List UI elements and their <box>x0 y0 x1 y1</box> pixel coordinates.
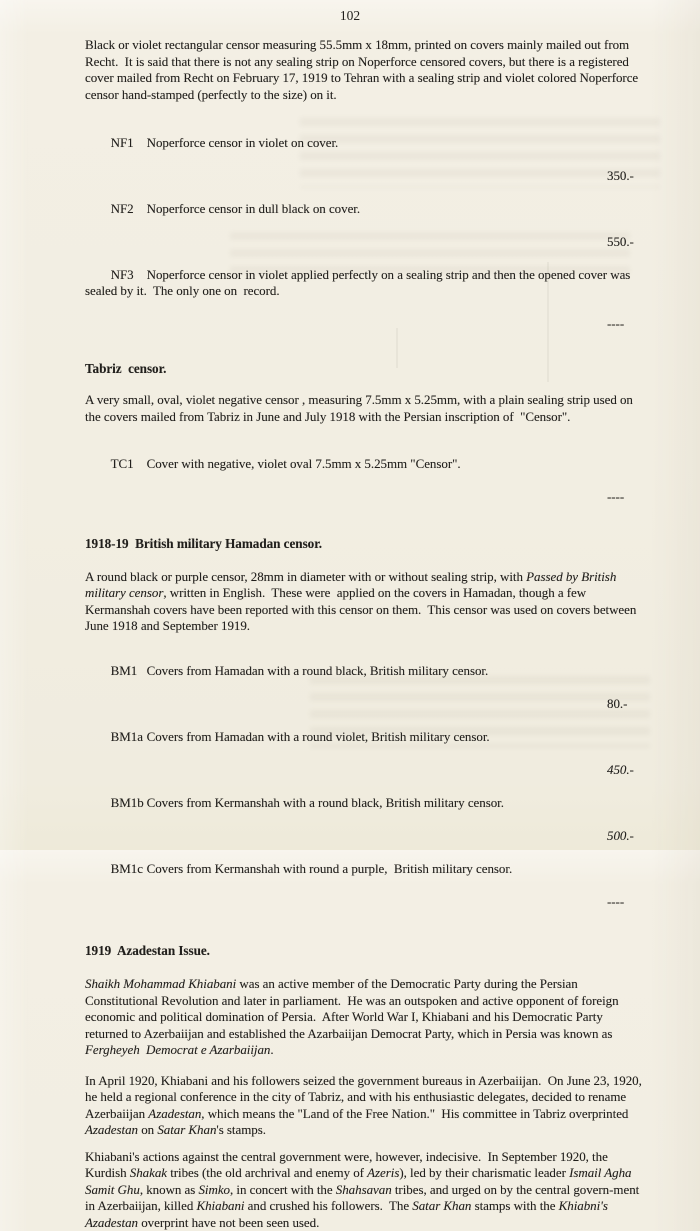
catalog-price: ---- <box>607 894 624 911</box>
catalog-price: ---- <box>607 316 624 333</box>
azadestan-paragraph-1: Shaikh Mohammad Khiabani was an active member of the Democratic Party during the Persian Constitutional Revolution and later in parliament. He was an outspoken and active opponent of foreign economic and political domination of Persia. After World War I, Khiabani and his Democratic Party returned to Azerbaiijan and established the Azarbaiijan Democrat Party, which in Persia was known as Fergheyeh Democrat e Azarbaiijan. <box>85 976 642 1059</box>
catalog-row <box>85 250 642 333</box>
azadestan-paragraph-2: In April 1920, Khiabani and his followers seized the government bureaus in Azerbaiijan. On June 23, 1920, he held a regional conference in the city of Tabriz, and with his enthusiastic delegates, decided to rename Azerbaiijan Azadestan, which means the "Land of the Free Nation." His committee in Tabriz overprinted Azadestan on Satar Khan's stamps. <box>85 1073 642 1139</box>
catalog-description: Noperforce censor in dull black on cover. <box>147 201 360 216</box>
catalog-description: Covers from Kermanshah with round a purple, British military censor. <box>147 861 513 876</box>
catalog-description: Covers from Hamadan with a round violet, British military censor. <box>147 729 490 744</box>
page-content <box>85 0 642 1231</box>
catalog-description: Noperforce censor in violet applied perfectly on a sealing strip and then the opened cover was sealed by it. The only one on record. <box>85 267 634 299</box>
catalog-price: 500.- <box>607 828 634 845</box>
catalog-code: NF2 <box>111 201 147 218</box>
section-heading-hamadan: 1918-19 British military Hamadan censor. <box>85 536 642 553</box>
catalog-code: BM1 <box>111 663 147 680</box>
catalog-row <box>85 118 642 184</box>
tabriz-paragraph: A very small, oval, violet negative censor , measuring 7.5mm x 5.25mm, with a plain sealing strip used on the covers mailed from Tabriz in June and July 1918 with the Persian inscription of "Censor". <box>85 392 642 425</box>
azadestan-paragraph-3: Khiabani's actions against the central government were, however, indecisive. In September 1920, the Kurdish Shakak tribes (the old archrival and enemy of Azeris), led by their charismatic leader Ismail Agha Samit Ghu, known as Simko, in concert with the Shahsavan tribes, and urged on by the central govern-ment in Azerbaiijan, killed Khiabani and crushed his followers. The Satar Khan stamps with the Khiabni's Azadestan overprint have not been seen used. <box>85 1149 642 1231</box>
catalog-row <box>85 845 642 911</box>
catalog-description: Noperforce censor in violet on cover. <box>147 135 339 150</box>
catalog-row <box>85 713 642 779</box>
catalog-list-hamadan <box>85 647 642 911</box>
catalog-description: Covers from Hamadan with a round black, British military censor. <box>147 663 489 678</box>
catalog-row <box>85 184 642 250</box>
catalog-price: 80.- <box>607 696 627 713</box>
catalog-row <box>85 647 642 713</box>
catalog-list-noperforce <box>85 118 642 333</box>
catalog-list-tabriz <box>85 439 642 505</box>
catalog-row <box>85 439 642 505</box>
catalog-code: BM1c <box>111 861 147 878</box>
catalog-description: Cover with negative, violet oval 7.5mm x 5.25mm "Censor". <box>147 456 461 471</box>
catalog-code: TC1 <box>111 456 147 473</box>
catalog-price: 350.- <box>607 168 634 185</box>
hamadan-paragraph: A round black or purple censor, 28mm in diameter with or without sealing strip, with Passed by British military censor, written in English. These were applied on the covers in Hamadan, though a few Kermanshah covers have been reported with this censor on them. This censor was used on covers between June 1918 and September 1919. <box>85 569 642 635</box>
section-heading-azadestan: 1919 Azadestan Issue. <box>85 943 642 960</box>
catalog-price: 450.- <box>607 762 634 779</box>
catalog-price: 550.- <box>607 234 634 251</box>
page-number: 102 <box>0 7 700 24</box>
catalog-row <box>85 779 642 845</box>
noperforce-intro-paragraph: Black or violet rectangular censor measuring 55.5mm x 18mm, printed on covers mainly mailed out from Recht. It is said that there is not any sealing strip on Noperforce censored covers, but there is a registered cover mailed from Recht on February 17, 1919 to Tehran with a sealing strip and violet colored Noperforce censor hand-stamped (perfectly to the size) on it. <box>85 37 642 103</box>
catalog-code: NF1 <box>111 135 147 152</box>
catalog-code: BM1a <box>111 729 147 746</box>
catalog-code: BM1b <box>111 795 147 812</box>
catalog-description: Covers from Kermanshah with a round black, British military censor. <box>147 795 504 810</box>
catalog-price: ---- <box>607 489 624 506</box>
section-heading-tabriz: Tabriz censor. <box>85 361 642 378</box>
catalog-code: NF3 <box>111 267 147 284</box>
